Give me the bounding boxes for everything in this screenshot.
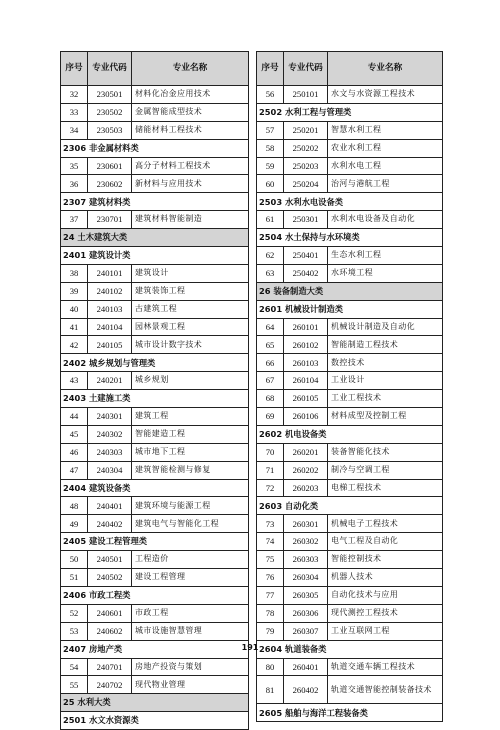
table-row xyxy=(61,497,249,515)
row-seq: 36 xyxy=(61,175,88,193)
row-major-name: 智能建造工程 xyxy=(132,425,249,443)
table-row xyxy=(257,622,443,640)
row-code: 250202 xyxy=(284,139,328,157)
row-major-name: 城市设计数字技术 xyxy=(132,336,249,354)
row-code: 240402 xyxy=(88,515,132,533)
table-row xyxy=(61,443,249,461)
row-seq: 59 xyxy=(257,157,284,175)
row-major-name: 金属智能成型技术 xyxy=(132,103,249,121)
row-seq: 75 xyxy=(257,551,284,569)
table-row xyxy=(61,551,249,569)
header-code: 专业代码 xyxy=(88,52,132,86)
row-seq: 66 xyxy=(257,354,284,372)
row-major-name: 电气工程及自动化 xyxy=(328,533,443,551)
row-seq: 60 xyxy=(257,175,284,193)
row-seq: 45 xyxy=(61,425,88,443)
row-code: 240702 xyxy=(88,676,132,694)
row-code: 240502 xyxy=(88,569,132,587)
row-seq: 54 xyxy=(61,658,88,676)
row-major-name: 数控技术 xyxy=(328,354,443,372)
table-row xyxy=(61,336,249,354)
row-code: 250201 xyxy=(284,121,328,139)
row-code: 240105 xyxy=(88,336,132,354)
row-code: 250301 xyxy=(284,211,328,229)
category-title: 24 土木建筑大类 xyxy=(61,229,249,247)
row-code: 240602 xyxy=(88,622,132,640)
row-seq: 73 xyxy=(257,515,284,533)
page-number: 191 xyxy=(241,643,259,652)
row-major-name: 制冷与空调工程 xyxy=(328,461,443,479)
row-seq: 51 xyxy=(61,569,88,587)
row-seq: 69 xyxy=(257,408,284,426)
row-code: 230503 xyxy=(88,121,132,139)
row-seq: 41 xyxy=(61,318,88,336)
table-row xyxy=(257,372,443,390)
row-code: 240302 xyxy=(88,425,132,443)
row-major-name: 现代测控工程技术 xyxy=(328,604,443,622)
row-code: 260302 xyxy=(284,533,328,551)
row-seq: 46 xyxy=(61,443,88,461)
category-title: 2306 非金属材料类 xyxy=(61,139,249,157)
row-major-name: 生态水利工程 xyxy=(328,247,443,265)
row-major-name: 机械设计制造及自动化 xyxy=(328,318,443,336)
row-code: 260201 xyxy=(284,443,328,461)
table-row xyxy=(257,515,443,533)
category-title: 2402 城乡规划与管理类 xyxy=(61,354,249,372)
table-row xyxy=(257,211,443,229)
row-code: 250203 xyxy=(284,157,328,175)
table-header-row xyxy=(61,52,249,86)
table-row xyxy=(61,264,249,282)
row-major-name: 水环境工程 xyxy=(328,264,443,282)
row-seq: 57 xyxy=(257,121,284,139)
row-major-name: 城市地下工程 xyxy=(132,443,249,461)
row-major-name: 治河与港航工程 xyxy=(328,175,443,193)
row-code: 230501 xyxy=(88,86,132,104)
row-code: 260301 xyxy=(284,515,328,533)
row-major-name: 农业水利工程 xyxy=(328,139,443,157)
row-major-name: 建筑电气与智能化工程 xyxy=(132,515,249,533)
row-code: 260401 xyxy=(284,658,328,676)
sub-category-row xyxy=(61,193,249,211)
row-seq: 50 xyxy=(61,551,88,569)
row-code: 260102 xyxy=(284,336,328,354)
row-code: 240104 xyxy=(88,318,132,336)
table-row xyxy=(61,425,249,443)
category-title: 2605 船舶与海洋工程装备类 xyxy=(257,704,443,722)
category-title: 2405 建设工程管理类 xyxy=(61,533,249,551)
row-seq: 58 xyxy=(257,139,284,157)
table-row xyxy=(61,408,249,426)
row-seq: 71 xyxy=(257,461,284,479)
row-major-name: 机器人技术 xyxy=(328,569,443,587)
row-code: 240103 xyxy=(88,300,132,318)
row-major-name: 水文与水资源工程技术 xyxy=(328,86,443,104)
sub-category-row xyxy=(257,300,443,318)
table-row xyxy=(257,443,443,461)
row-major-name: 材料化冶金应用技术 xyxy=(132,86,249,104)
row-code: 240101 xyxy=(88,264,132,282)
table-row xyxy=(61,157,249,175)
row-seq: 77 xyxy=(257,586,284,604)
row-code: 240102 xyxy=(88,282,132,300)
table-row xyxy=(257,318,443,336)
row-code: 230601 xyxy=(88,157,132,175)
row-seq: 74 xyxy=(257,533,284,551)
row-code: 240301 xyxy=(88,408,132,426)
row-seq: 80 xyxy=(257,658,284,676)
category-title: 2502 水利工程与管理类 xyxy=(257,103,443,121)
table-row xyxy=(257,569,443,587)
row-seq: 40 xyxy=(61,300,88,318)
row-major-name: 轨道交通车辆工程技术 xyxy=(328,658,443,676)
row-code: 230701 xyxy=(88,211,132,229)
row-seq: 76 xyxy=(257,569,284,587)
row-seq: 34 xyxy=(61,121,88,139)
sub-category-row xyxy=(61,533,249,551)
major-category-row xyxy=(61,694,249,712)
row-major-name: 储能材料工程技术 xyxy=(132,121,249,139)
category-title: 2604 轨道装备类 xyxy=(257,640,443,658)
row-code: 260101 xyxy=(284,318,328,336)
row-major-name: 建筑装饰工程 xyxy=(132,282,249,300)
table-row xyxy=(257,121,443,139)
row-major-name: 建筑环境与能源工程 xyxy=(132,497,249,515)
row-seq: 55 xyxy=(61,676,88,694)
row-major-name: 水利水电设备及自动化 xyxy=(328,211,443,229)
row-major-name: 高分子材料工程技术 xyxy=(132,157,249,175)
row-major-name: 工程造价 xyxy=(132,551,249,569)
row-code: 250101 xyxy=(284,86,328,104)
row-seq: 37 xyxy=(61,211,88,229)
sub-category-row xyxy=(61,354,249,372)
row-major-name: 智能制造工程技术 xyxy=(328,336,443,354)
row-major-name: 工业设计 xyxy=(328,372,443,390)
table-row xyxy=(61,461,249,479)
table-row xyxy=(257,479,443,497)
row-code: 260306 xyxy=(284,604,328,622)
row-seq: 70 xyxy=(257,443,284,461)
row-code: 260402 xyxy=(284,676,328,704)
row-code: 260305 xyxy=(284,586,328,604)
table-row xyxy=(257,86,443,104)
table-row xyxy=(257,157,443,175)
row-seq: 44 xyxy=(61,408,88,426)
table-row xyxy=(257,604,443,622)
row-major-name: 智能控制技术 xyxy=(328,551,443,569)
category-title: 2403 土建施工类 xyxy=(61,390,249,408)
row-major-name: 古建筑工程 xyxy=(132,300,249,318)
row-seq: 61 xyxy=(257,211,284,229)
row-major-name: 自动化技术与应用 xyxy=(328,586,443,604)
header-code: 专业代码 xyxy=(284,52,328,86)
row-code: 250401 xyxy=(284,247,328,265)
sub-category-row xyxy=(61,139,249,157)
table-row xyxy=(61,676,249,694)
row-major-name: 水利水电工程 xyxy=(328,157,443,175)
header-seq: 序号 xyxy=(257,52,284,86)
category-title: 2501 水文水资源类 xyxy=(61,712,249,730)
sub-category-row xyxy=(257,497,443,515)
row-code: 240304 xyxy=(88,461,132,479)
sub-category-row xyxy=(257,704,443,722)
table-row xyxy=(61,372,249,390)
row-major-name: 建筑工程 xyxy=(132,408,249,426)
sub-category-row xyxy=(257,103,443,121)
row-code: 240401 xyxy=(88,497,132,515)
row-major-name: 工业工程技术 xyxy=(328,390,443,408)
table-row xyxy=(61,515,249,533)
row-seq: 52 xyxy=(61,604,88,622)
table-row xyxy=(257,354,443,372)
category-title: 2601 机械设计制造类 xyxy=(257,300,443,318)
row-seq: 38 xyxy=(61,264,88,282)
table-row xyxy=(61,175,249,193)
row-code: 230602 xyxy=(88,175,132,193)
table-header-row xyxy=(257,52,443,86)
row-major-name: 材料成型及控制工程 xyxy=(328,408,443,426)
sub-category-row xyxy=(257,425,443,443)
row-major-name: 建筑设计 xyxy=(132,264,249,282)
major-category-row xyxy=(257,282,443,300)
row-seq: 81 xyxy=(257,676,284,704)
table-row xyxy=(61,103,249,121)
category-title: 26 装备制造大类 xyxy=(257,282,443,300)
row-code: 260202 xyxy=(284,461,328,479)
row-major-name: 建设工程管理 xyxy=(132,569,249,587)
row-major-name: 房地产投资与策划 xyxy=(132,658,249,676)
table-row xyxy=(61,211,249,229)
row-major-name: 现代物业管理 xyxy=(132,676,249,694)
row-seq: 68 xyxy=(257,390,284,408)
row-major-name: 机械电子工程技术 xyxy=(328,515,443,533)
table-row xyxy=(257,139,443,157)
sub-category-row xyxy=(61,479,249,497)
major-category-row xyxy=(61,229,249,247)
sub-category-row xyxy=(61,586,249,604)
table-row xyxy=(257,336,443,354)
row-seq: 39 xyxy=(61,282,88,300)
row-code: 240701 xyxy=(88,658,132,676)
category-title: 2307 建筑材料类 xyxy=(61,193,249,211)
row-seq: 62 xyxy=(257,247,284,265)
row-seq: 48 xyxy=(61,497,88,515)
category-title: 25 水利大类 xyxy=(61,694,249,712)
row-code: 260307 xyxy=(284,622,328,640)
sub-category-row xyxy=(61,712,249,730)
category-title: 2401 建筑设计类 xyxy=(61,247,249,265)
row-major-name: 建筑智能检测与修复 xyxy=(132,461,249,479)
row-seq: 63 xyxy=(257,264,284,282)
sub-category-row xyxy=(61,390,249,408)
row-major-name: 轨道交通智能控制装备技术 xyxy=(328,676,443,704)
table-row xyxy=(61,86,249,104)
row-code: 240501 xyxy=(88,551,132,569)
row-seq: 53 xyxy=(61,622,88,640)
table-row xyxy=(257,586,443,604)
row-major-name: 智慧水利工程 xyxy=(328,121,443,139)
category-title: 2504 水土保持与水环境类 xyxy=(257,229,443,247)
row-major-name: 装备智能化技术 xyxy=(328,443,443,461)
category-title: 2407 房地产类 xyxy=(61,640,249,658)
major-table-right xyxy=(256,51,443,722)
table-row xyxy=(61,121,249,139)
row-code: 260203 xyxy=(284,479,328,497)
row-seq: 49 xyxy=(61,515,88,533)
category-title: 2503 水利水电设备类 xyxy=(257,193,443,211)
row-code: 250204 xyxy=(284,175,328,193)
row-seq: 78 xyxy=(257,604,284,622)
table-row xyxy=(61,604,249,622)
table-row xyxy=(257,175,443,193)
table-row xyxy=(257,533,443,551)
header-name: 专业名称 xyxy=(132,52,249,86)
table-row xyxy=(257,461,443,479)
row-seq: 35 xyxy=(61,157,88,175)
row-code: 260103 xyxy=(284,354,328,372)
row-code: 260304 xyxy=(284,569,328,587)
row-major-name: 市政工程 xyxy=(132,604,249,622)
table-row xyxy=(257,551,443,569)
sub-category-row xyxy=(257,229,443,247)
row-major-name: 新材料与应用技术 xyxy=(132,175,249,193)
table-row xyxy=(257,408,443,426)
row-code: 240303 xyxy=(88,443,132,461)
row-major-name: 城市设施智慧管理 xyxy=(132,622,249,640)
category-title: 2603 自动化类 xyxy=(257,497,443,515)
table-row xyxy=(257,247,443,265)
row-seq: 65 xyxy=(257,336,284,354)
row-major-name: 园林景观工程 xyxy=(132,318,249,336)
table-row xyxy=(61,318,249,336)
table-row xyxy=(61,300,249,318)
row-code: 260104 xyxy=(284,372,328,390)
row-seq: 79 xyxy=(257,622,284,640)
header-name: 专业名称 xyxy=(328,52,443,86)
row-code: 240601 xyxy=(88,604,132,622)
category-title: 2404 建筑设备类 xyxy=(61,479,249,497)
category-title: 2406 市政工程类 xyxy=(61,586,249,604)
row-seq: 67 xyxy=(257,372,284,390)
row-seq: 43 xyxy=(61,372,88,390)
table-row xyxy=(61,569,249,587)
table-row xyxy=(61,282,249,300)
table-row xyxy=(61,622,249,640)
row-major-name: 工业互联网工程 xyxy=(328,622,443,640)
row-major-name: 城乡规划 xyxy=(132,372,249,390)
major-table-left xyxy=(60,51,249,730)
row-code: 230502 xyxy=(88,103,132,121)
row-seq: 64 xyxy=(257,318,284,336)
row-seq: 56 xyxy=(257,86,284,104)
row-code: 260303 xyxy=(284,551,328,569)
row-code: 260106 xyxy=(284,408,328,426)
row-code: 240201 xyxy=(88,372,132,390)
row-seq: 47 xyxy=(61,461,88,479)
sub-category-row xyxy=(61,247,249,265)
row-code: 260105 xyxy=(284,390,328,408)
header-seq: 序号 xyxy=(61,52,88,86)
row-seq: 32 xyxy=(61,86,88,104)
row-seq: 33 xyxy=(61,103,88,121)
table-row xyxy=(257,676,443,704)
row-seq: 42 xyxy=(61,336,88,354)
category-title: 2602 机电设备类 xyxy=(257,425,443,443)
row-seq: 72 xyxy=(257,479,284,497)
row-code: 250402 xyxy=(284,264,328,282)
table-row xyxy=(257,264,443,282)
row-major-name: 建筑材料智能制造 xyxy=(132,211,249,229)
row-major-name: 电梯工程技术 xyxy=(328,479,443,497)
sub-category-row xyxy=(257,193,443,211)
table-row xyxy=(257,390,443,408)
